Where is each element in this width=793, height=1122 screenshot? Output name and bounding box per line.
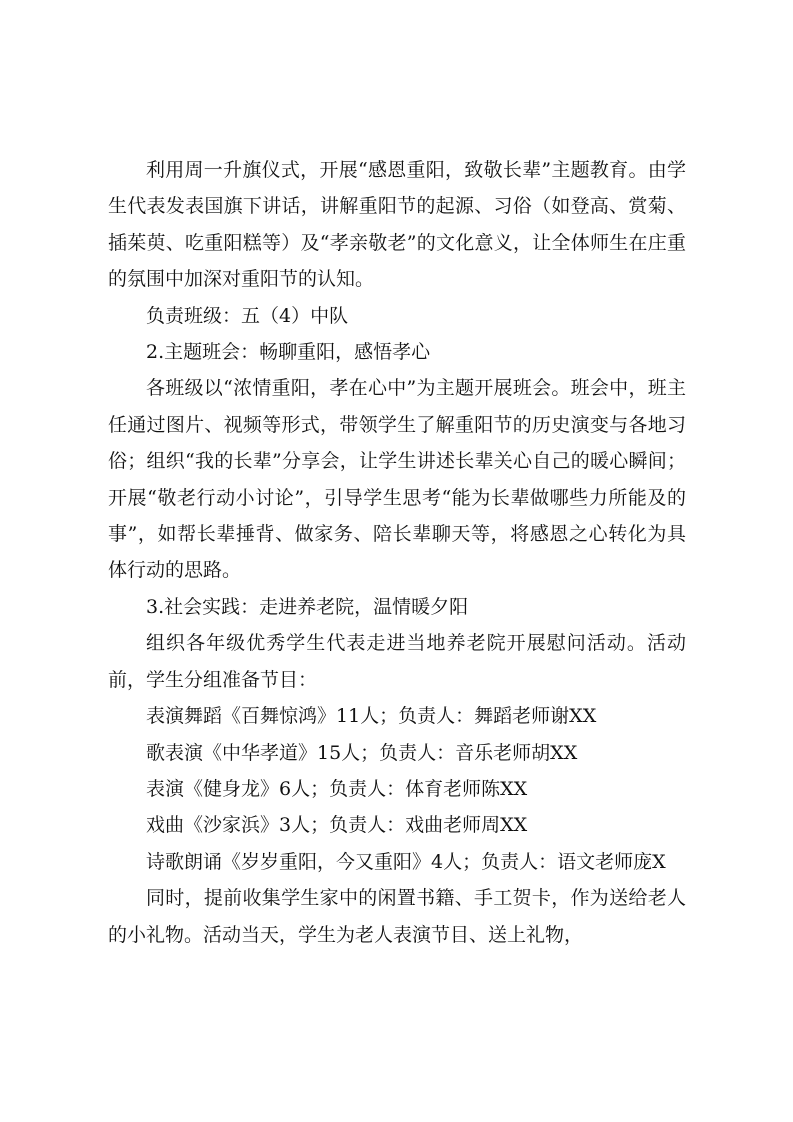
heading-social-practice: 3.社会实践：走进养老院，温情暖夕阳 (146, 595, 469, 618)
program-item-song: 歌表演《中华孝道》15人；负责人：音乐老师胡XX (146, 741, 578, 764)
program-item-dragon: 表演《健身龙》6人；负责人：体育老师陈XX (146, 777, 528, 800)
paragraph-responsible-class: 负责班级：五（4）中队 (146, 304, 349, 327)
document-body (108, 152, 686, 953)
heading-theme-class-meeting: 2.主题班会：畅聊重阳，感悟孝心 (146, 341, 431, 364)
paragraph-gifts: 同时，提前收集学生家中的闲置书籍、手工贺卡，作为送给老人的小礼物。活动当天，学生为老人表演节目、送上礼物， (108, 887, 686, 946)
paragraph-flag-ceremony: 利用周一升旗仪式，开展“感恩重阳，致敬长辈”主题教育。由学生代表发表国旗下讲话，讲解重阳节的起源、习俗（如登高、赏菊、插茱萸、吃重阳糕等）及“孝亲敬老”的文化意义，让全体师生在庄重的氛围中加深对重阳节的认知。 (108, 159, 686, 291)
program-item-dance: 表演舞蹈《百舞惊鸿》11人；负责人：舞蹈老师谢XX (146, 705, 597, 728)
program-item-poetry: 诗歌朗诵《岁岁重阳，今又重阳》4人；负责人：语文老师庞X (146, 850, 666, 873)
paragraph-class-meeting: 各班级以“浓情重阳，孝在心中”为主题开展班会。班会中，班主任通过图片、视频等形式，带领学生了解重阳节的历史演变与各地习俗；组织“我的长辈”分享会，让学生讲述长辈关心自己的暖心瞬间；开展“敬老行动小讨论”，引导学生思考“能为长辈做哪些力所能及的事”，如帮长辈捶背、做家务、陪长辈聊天等，将感恩之心转化为具体行动的思路。 (108, 377, 686, 582)
paragraph-nursing-home-visit: 组织各年级优秀学生代表走进当地养老院开展慰问活动。活动前，学生分组准备节目： (108, 632, 686, 691)
program-item-opera: 戏曲《沙家浜》3人；负责人：戏曲老师周XX (146, 814, 528, 837)
